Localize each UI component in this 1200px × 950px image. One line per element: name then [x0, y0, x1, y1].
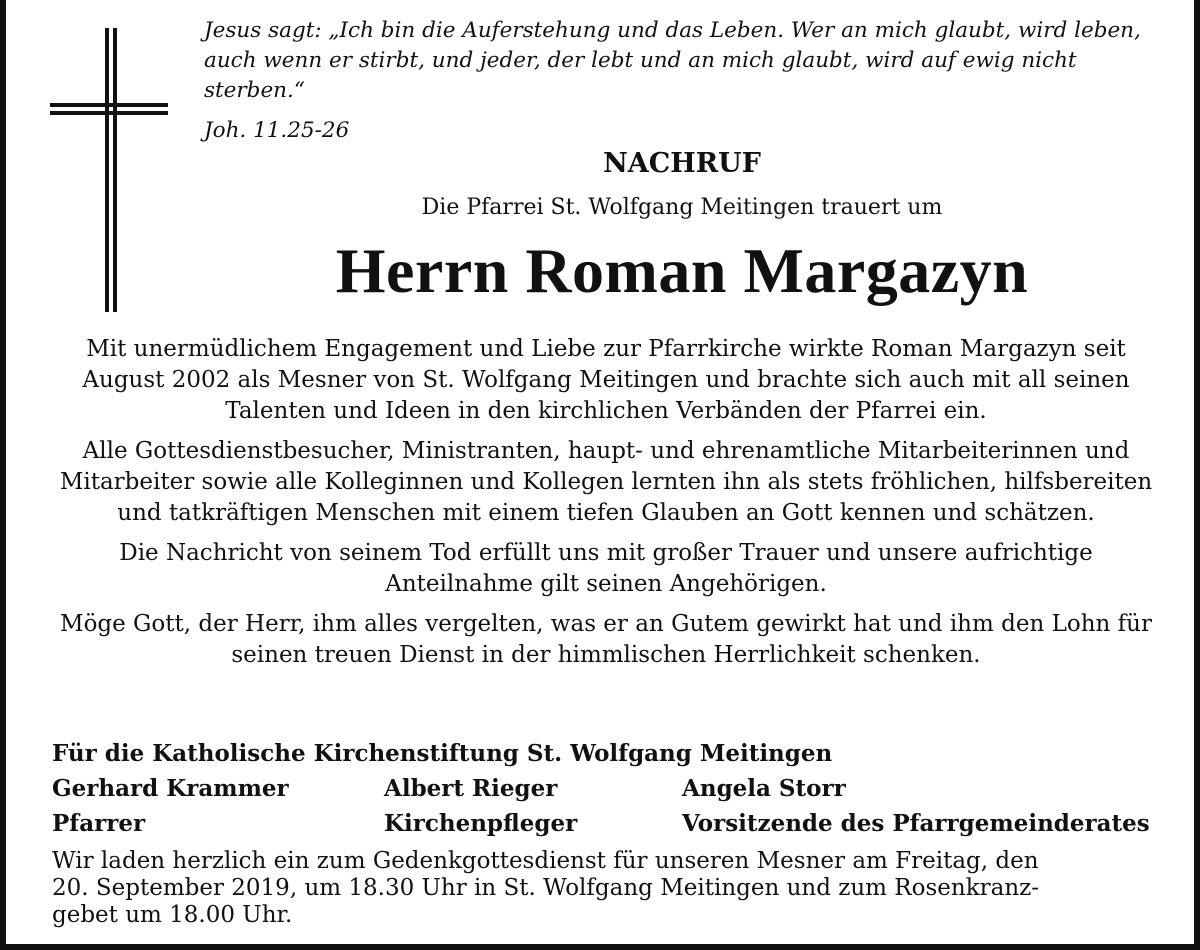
- paragraph: Möge Gott, der Herr, ihm alles vergelten, was er an Gutem gewirkt hat und ihm den Lohn für seinen treuen Dienst in der himmlischen Herrlichkeit schenken.: [60, 611, 1152, 668]
- paragraph: Alle Gottesdienstbesucher, Ministranten, haupt- und ehrenamtliche Mitarbeiterinnen und Mitarbeiter sowie alle Kolleginnen und Kollegen lernten ihn als stets fröhlichen, hilfsbereiten und tatkräftigen Menschen mit einem tiefen Glauben an Gott kennen und schätzen.: [59, 438, 1153, 526]
- paragraph: Die Nachricht von seinem Tod erfüllt uns mit großer Trauer und unsere aufrichtige Anteilnahme gilt seinen Angehörigen.: [119, 540, 1093, 597]
- signatory-name: Gerhard Krammer: [52, 775, 289, 802]
- signatory-role: Kirchenpfleger: [384, 810, 578, 837]
- signatory-role: Vorsitzende des Pfarrgemeinderates: [682, 810, 1150, 837]
- latin-cross-icon: [50, 28, 168, 312]
- paragraph: Mit unermüdlichem Engagement und Liebe zur Pfarrkirche wirkte Roman Margazyn seit August 2002 als Mesner von St. Wolfgang Meitingen und brachte sich auch mit all seinen Talenten und Ideen in den kirchlichen Verbänden der Pfarrei ein.: [82, 336, 1130, 424]
- invitation-line: gebet um 18.00 Uhr.: [52, 902, 293, 928]
- invitation-line: 20. September 2019, um 18.30 Uhr in St. Wolfgang Meitingen und zum Rosenkranz-: [52, 875, 1040, 901]
- deceased-name: Herrn Roman Margazyn: [335, 235, 1029, 306]
- notice-title: NACHRUF: [603, 148, 761, 179]
- bible-reference: Joh. 11.25-26: [204, 118, 350, 143]
- notice-intro: Die Pfarrei St. Wolfgang Meitingen trauert um: [421, 195, 943, 220]
- obituary-text: [50, 334, 1162, 680]
- signature-block: [52, 736, 1164, 841]
- signing-organization: Für die Katholische Kirchenstiftung St. Wolfgang Meitingen: [52, 740, 833, 767]
- invitation-line: Wir laden herzlich ein zum Gedenkgottesdienst für unseren Mesner am Freitag, den: [52, 848, 1039, 874]
- signatory-name: Albert Rieger: [384, 775, 558, 802]
- signatory-roles: [52, 806, 1164, 841]
- signatory-name: Angela Storr: [682, 775, 846, 802]
- signatory-names: [52, 771, 1164, 806]
- bible-quote: Jesus sagt: „Ich bin die Auferstehung und das Leben. Wer an mich glaubt, wird leben, auch wenn er stirbt, und jeder, der lebt und an mich glaubt, wird auf ewig nicht sterben.“: [204, 18, 1141, 103]
- signatory-role: Pfarrer: [52, 810, 146, 837]
- memorial-invitation: [52, 848, 1162, 929]
